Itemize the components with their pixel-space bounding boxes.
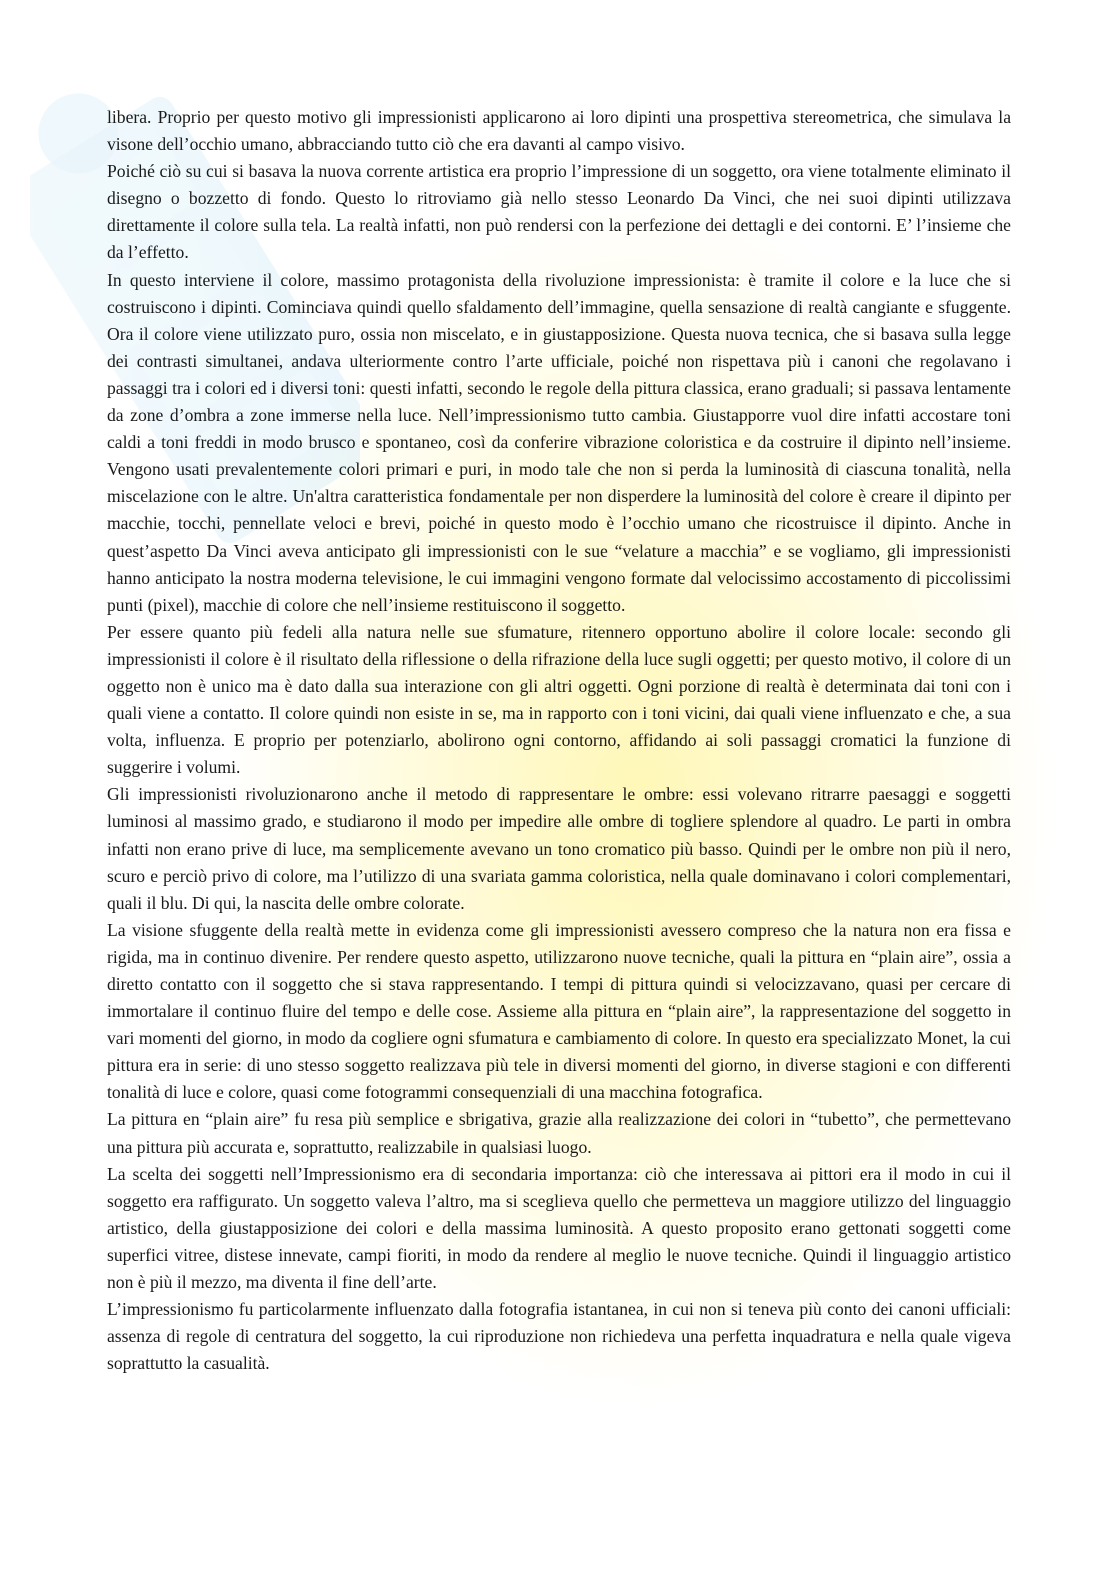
- paragraph-5: Gli impressionisti rivoluzionarono anche il metodo di rappresentare le ombre: essi volevano ritrarre paesaggi e soggetti luminosi al massimo grado, e studiarono il modo per impedire alle ombre di togliere splendore al quadro. Le parti in ombra infatti non erano prive di luce, ma semplicemente avevano un tono cromatico più basso. Quindi per le ombre non più il nero, scuro e perciò privo di colore, ma l’utilizzo di una svariata gamma coloristica, nella quale dominavano i colori complementari, quali il blu. Di qui, la nascita delle ombre colorate.: [107, 784, 1011, 913]
- paragraph-6: La visione sfuggente della realtà mette in evidenza come gli impressionisti avessero compreso che la natura non era fissa e rigida, ma in continuo divenire. Per rendere questo aspetto, utilizzarono nuove tecniche, quali la pittura en “plain aire”, ossia a diretto contatto con il soggetto che si stava rappresentando. I tempi di pittura quindi si velocizzavano, quasi per cercare di immortalare il continuo fluire del tempo e delle cose. Assieme alla pittura en “plain aire”, la rappresentazione del soggetto in vari momenti del giorno, in modo da cogliere ogni sfumatura e cambiamento di colore. In questo era specializzato Monet, la cui pittura era in serie: di uno stesso soggetto realizzava più tele in diversi momenti del giorno, in diverse stagioni e con differenti tonalità di luce e colore, quasi come fotogrammi consequenziali di una macchina fotografica.: [107, 919, 1011, 1103]
- paragraph-3: In questo interviene il colore, massimo protagonista della rivoluzione impressionista: è tramite il colore e la luce che si costruiscono i dipinti. Cominciava quindi quello sfaldamento dell’immagine, quella sensazione di realtà cangiante e sfuggente. Ora il colore viene utilizzato puro, ossia non miscelato, e in giustapposizione. Questa nuova tecnica, che si basava sulla legge dei contrasti simultanei, andava ulteriormente contro l’arte ufficiale, poiché non rispettava più i canoni che regolavano i passaggi tra i colori ed i diversi toni: questi infatti, secondo le regole della pittura classica, erano graduali; si passava lentamente da zone d’ombra a zone immerse nella luce. Nell’impressionismo tutto cambia. Giustapporre vuol dire infatti accostare toni caldi a toni freddi in modo brusco e spontaneo, così da conferire vibrazione coloristica e da costruire il dipinto nell’insieme. Vengono usati prevalentemente colori primari e puri, in modo tale che non si perda la luminosità di ciascuna tonalità, nella miscelazione con le altre. Un'altra caratteristica fondamentale per non disperdere la luminosità del colore è creare il dipinto per macchie, tocchi, pennellate veloci e brevi, poiché in questo modo è l’occhio umano che ricostruisce il dipinto. Anche in quest’aspetto Da Vinci aveva anticipato gli impressionisti con le sue “velature a macchia” e se vogliamo, gli impressionisti hanno anticipato la nostra moderna televisione, le cui immagini vengono formate dal velocissimo accostamento di piccolissimi punti (pixel), macchie di colore che nell’insieme restituiscono il soggetto.: [107, 269, 1011, 615]
- paragraph-1: libera. Proprio per questo motivo gli impressionisti applicarono ai loro dipinti una prospettiva stereometrica, che simulava la visone dell’occhio umano, abbracciando tutto ciò che era davanti al campo visivo.: [107, 107, 1011, 155]
- paragraph-7: La pittura en “plain aire” fu resa più semplice e sbrigativa, grazie alla realizzazione dei colori in “tubetto”, che permettevano una pittura più accurata e, soprattutto, realizzabile in qualsiasi luogo.: [107, 1109, 1011, 1157]
- paragraph-2: Poiché ciò su cui si basava la nuova corrente artistica era proprio l’impressione di un soggetto, ora viene totalmente eliminato il disegno o bozzetto di fondo. Questo lo ritroviamo già nello stesso Leonardo Da Vinci, che nei suoi dipinti utilizzava direttamente il colore sulla tela. La realtà infatti, non può rendersi con la perfezione dei dettagli e dei contorni. E’ l’insieme che da l’effetto.: [107, 161, 1011, 263]
- paragraph-4: Per essere quanto più fedeli alla natura nelle sue sfumature, ritennero opportuno abolire il colore locale: secondo gli impressionisti il colore è il risultato della riflessione o della rifrazione della luce sugli oggetti; per questo motivo, il colore di un oggetto non è unico ma è dato dalla sua interazione con gli altri oggetti. Ogni porzione di realtà è determinata dai toni con i quali viene a contatto. Il colore quindi non esiste in se, ma in rapporto con i toni vicini, dai quali viene influenzato e che, a sua volta, influenza. E proprio per potenziarlo, abolirono ogni contorno, affidando ai soli passaggi cromatici la funzione di suggerire i volumi.: [107, 621, 1011, 778]
- paragraph-9: L’impressionismo fu particolarmente influenzato dalla fotografia istantanea, in cui non si teneva più conto dei canoni ufficiali: assenza di regole di centratura del soggetto, la cui riproduzione non richiedeva una perfetta inquadratura e nella quale vigeva soprattutto la casualità.: [107, 1299, 1011, 1374]
- paragraph-8: La scelta dei soggetti nell’Impressionismo era di secondaria importanza: ciò che interessava ai pittori era il modo in cui il soggetto era raffigurato. Un soggetto valeva l’altro, ma si sceglieva quello che permetteva un maggiore utilizzo del linguaggio artistico, della giustapposizione dei colori e della massima luminosità. A questo proposito erano gettonati soggetti come superfici vitree, distese innevate, campi fioriti, in modo da rendere al meglio le nuove tecniche. Quindi il linguaggio artistico non è più il mezzo, ma diventa il fine dell’arte.: [107, 1163, 1011, 1293]
- document-text: [107, 104, 1011, 1377]
